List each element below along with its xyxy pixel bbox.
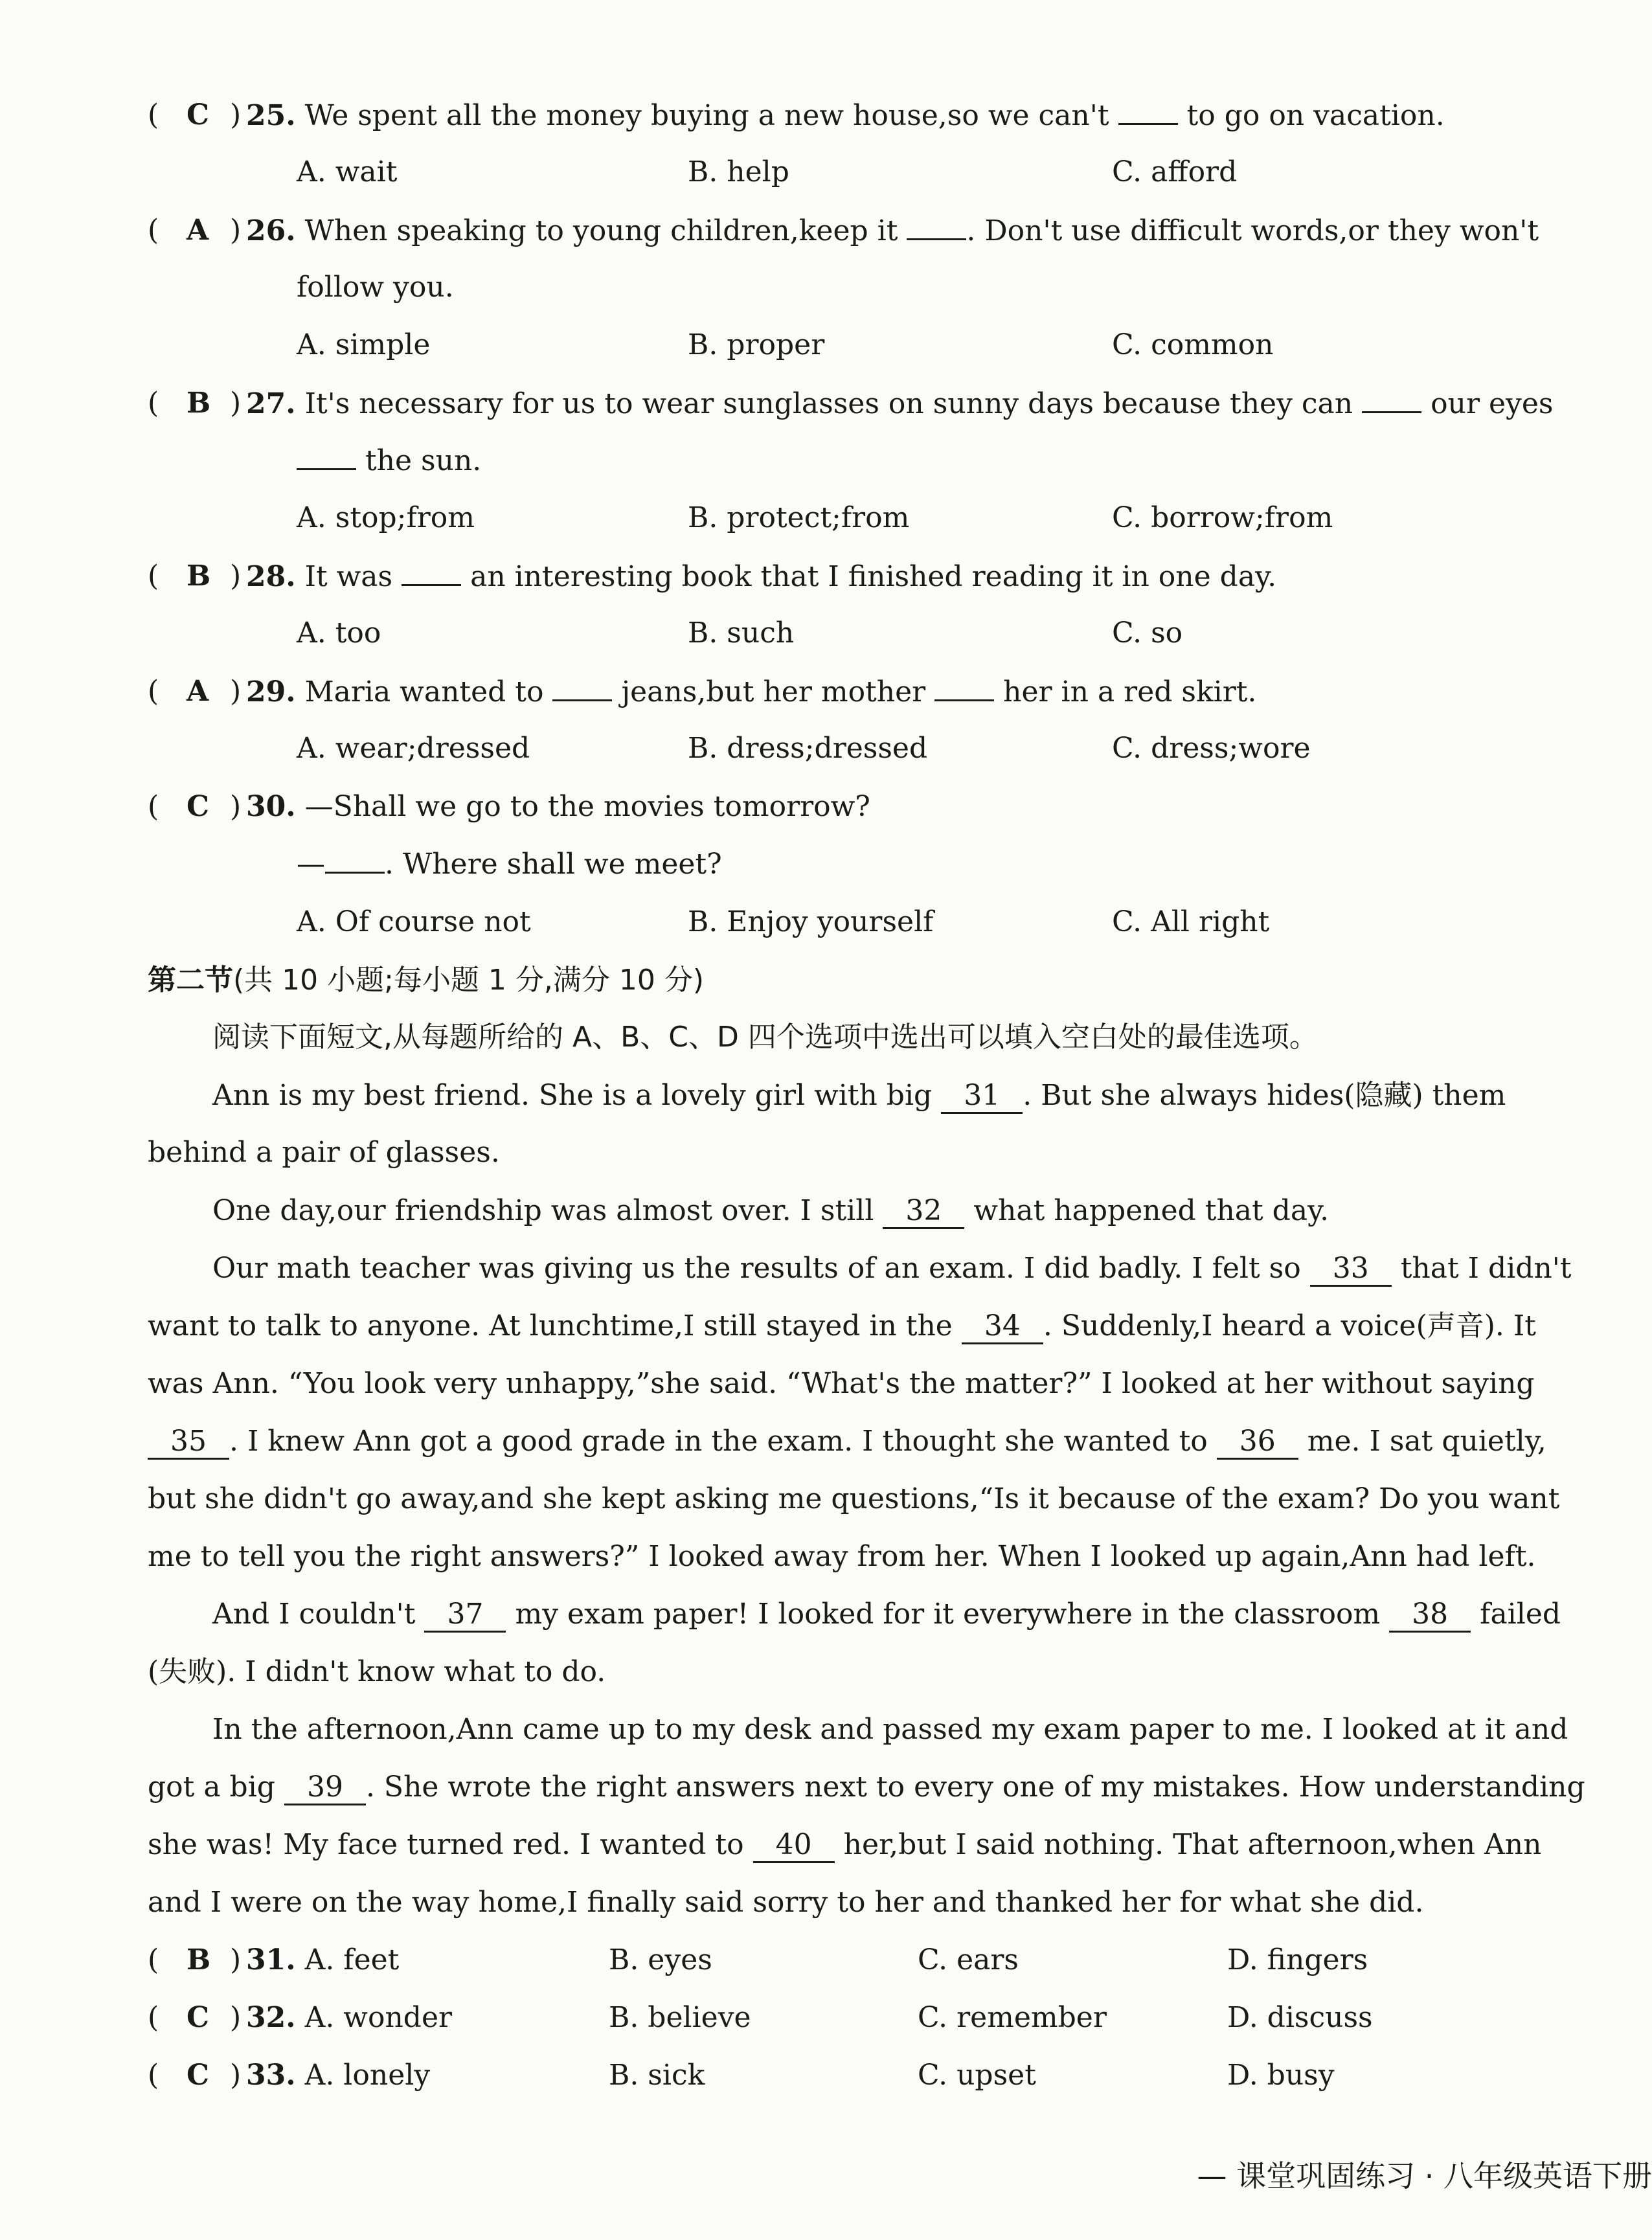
section-info: (共 10 小题;每小题 1 分,满分 10 分) — [233, 964, 705, 997]
option-a: A. simple — [297, 328, 431, 361]
passage-text: want to talk to anyone. At lunchtime,I still stayed in the — [148, 1309, 953, 1342]
answer-30: C — [187, 790, 210, 823]
paren-open: ( — [148, 387, 159, 420]
paren-open: ( — [148, 2001, 159, 2034]
section-title: 第二节 — [148, 964, 233, 997]
passage-text: me. I sat quietly, — [1307, 1425, 1546, 1458]
section-heading — [148, 961, 704, 1000]
option-b: B. such — [688, 617, 795, 650]
question-number: 31. — [246, 1943, 296, 1976]
paren-open: ( — [148, 790, 159, 823]
paren-open: ( — [148, 2059, 159, 2092]
numbered-blank: 33 — [1310, 1252, 1392, 1287]
answer-blank — [1362, 384, 1421, 413]
passage-text: that I didn't — [1400, 1252, 1572, 1285]
option-a: A. too — [297, 617, 381, 650]
question-27-stem — [246, 384, 1554, 424]
option-c: C. All right — [1112, 905, 1270, 938]
stem-text: . Where shall we meet? — [385, 848, 722, 881]
paren-close: ) — [230, 560, 242, 593]
passage-line — [148, 1307, 1536, 1346]
paren-close: ) — [230, 2059, 242, 2092]
answer-26: A — [187, 214, 209, 247]
passage-line — [148, 1422, 1546, 1461]
option-b: B. Enjoy yourself — [688, 905, 934, 938]
numbered-blank: 37 — [424, 1598, 506, 1633]
answer-blank — [325, 844, 385, 874]
stem-text: — — [297, 848, 325, 881]
paren-close: ) — [230, 214, 242, 247]
passage-text: she was! My face turned red. I wanted to — [148, 1828, 744, 1861]
passage-text: . But she always hides(隐藏) them — [1023, 1079, 1506, 1112]
numbered-blank: 39 — [284, 1771, 366, 1805]
question-number: 25. — [246, 99, 296, 132]
option-a: A. Of course not — [297, 905, 531, 938]
numbered-blank: 36 — [1217, 1425, 1298, 1460]
answer-blank — [1118, 96, 1178, 125]
passage-text: One day,our friendship was almost over. I still — [212, 1194, 874, 1227]
question-number: 29. — [246, 675, 296, 708]
passage-line — [212, 1249, 1572, 1288]
paren-open: ( — [148, 675, 159, 708]
paren-open: ( — [148, 214, 159, 247]
numbered-blank: 35 — [148, 1425, 229, 1460]
question-33-option-a — [246, 2056, 430, 2095]
passage-text: her,but I said nothing. That afternoon,when Ann — [843, 1828, 1542, 1861]
question-30-stem — [246, 787, 870, 826]
numbered-blank: 38 — [1389, 1598, 1471, 1633]
question-28-stem — [246, 557, 1276, 596]
option-c: C. remember — [918, 2001, 1107, 2034]
passage-line — [212, 1076, 1506, 1115]
answer-31: B — [187, 1943, 211, 1976]
option-b: B. protect;from — [688, 501, 910, 534]
option-a: A. feet — [304, 1943, 400, 1976]
option-c: C. borrow;from — [1112, 501, 1333, 534]
option-c: C. ears — [918, 1943, 1019, 1976]
option-b: B. proper — [688, 328, 825, 361]
option-c: C. common — [1112, 328, 1274, 361]
option-c: C. upset — [918, 2059, 1036, 2092]
passage-line: In the afternoon,Ann came up to my desk and passed my exam paper to me. I looked at it and — [212, 1713, 1568, 1746]
answer-33: C — [187, 2059, 210, 2092]
answer-blank — [934, 672, 994, 701]
answer-27: B — [187, 387, 211, 420]
paren-close: ) — [230, 98, 242, 131]
passage-line: (失败). I didn't know what to do. — [148, 1655, 606, 1688]
numbered-blank: 32 — [883, 1195, 964, 1229]
passage-line — [148, 1768, 1585, 1807]
page-footer: — 课堂巩固练习 · 八年级英语下册 — [1197, 2158, 1652, 2193]
paren-open: ( — [148, 1943, 159, 1976]
question-25-stem — [246, 96, 1445, 135]
stem-text: When speaking to young children,keep it — [304, 214, 898, 247]
stem-text: her in a red skirt. — [1003, 675, 1257, 708]
paren-close: ) — [230, 2001, 242, 2034]
passage-text: failed — [1480, 1598, 1561, 1631]
paren-close: ) — [230, 790, 242, 823]
question-number: 30. — [246, 790, 296, 823]
option-a: A. wonder — [304, 2001, 453, 2034]
passage-text: got a big — [148, 1771, 275, 1804]
option-d: D. fingers — [1227, 1943, 1368, 1976]
question-31-option-a — [246, 1941, 399, 1980]
option-a: A. stop;from — [297, 501, 475, 534]
stem-text: our eyes — [1431, 387, 1554, 420]
passage-line: and I were on the way home,I finally said sorry to her and thanked her for what she did. — [148, 1886, 1424, 1919]
option-c: C. dress;wore — [1112, 732, 1311, 765]
option-b: B. sick — [609, 2059, 705, 2092]
option-a: A. lonely — [304, 2059, 431, 2092]
option-d: D. discuss — [1227, 2001, 1373, 2034]
question-number: 32. — [246, 2001, 296, 2034]
paren-close: ) — [230, 675, 242, 708]
answer-32: C — [187, 2001, 210, 2034]
passage-text: what happened that day. — [973, 1194, 1330, 1227]
passage-text: Our math teacher was giving us the results of an exam. I did badly. I felt so — [212, 1252, 1301, 1285]
stem-text: Maria wanted to — [304, 675, 544, 708]
question-26-stem — [246, 211, 1539, 251]
option-c: C. afford — [1112, 155, 1238, 188]
question-number: 26. — [246, 214, 296, 247]
stem-text: . Don't use difficult words,or they won't — [966, 214, 1539, 247]
question-number: 33. — [246, 2059, 296, 2092]
option-c: C. so — [1112, 617, 1183, 650]
paren-close: ) — [230, 1943, 242, 1976]
answer-28: B — [187, 560, 211, 593]
numbered-blank: 34 — [962, 1310, 1043, 1344]
stem-text: jeans,but her mother — [621, 675, 926, 708]
stem-text: to go on vacation. — [1186, 99, 1445, 132]
passage-line: but she didn't go away,and she kept asking me questions,“Is it because of the exam? Do you want — [148, 1482, 1560, 1515]
passage-line — [212, 1192, 1329, 1230]
answer-blank — [552, 672, 612, 701]
stem-text: —Shall we go to the movies tomorrow? — [304, 790, 870, 823]
passage-line: me to tell you the right answers?” I looked away from her. When I looked up again,Ann had left. — [148, 1540, 1536, 1573]
numbered-blank: 40 — [753, 1829, 835, 1863]
passage-line: behind a pair of glasses. — [148, 1136, 500, 1169]
paren-open: ( — [148, 98, 159, 131]
stem-text: follow you. — [297, 271, 454, 304]
passage-text: Ann is my best friend. She is a lovely girl with big — [212, 1079, 933, 1112]
option-b: B. dress;dressed — [688, 732, 928, 765]
question-30-reply — [297, 844, 722, 884]
stem-text: an interesting book that I finished reading it in one day. — [470, 560, 1277, 593]
passage-text: my exam paper! I looked for it everywhere in the classroom — [515, 1598, 1381, 1631]
paren-close: ) — [230, 387, 242, 420]
option-b: B. help — [688, 155, 789, 188]
option-a: A. wait — [297, 155, 398, 188]
passage-text: . I knew Ann got a good grade in the exam. I thought she wanted to — [229, 1425, 1208, 1458]
paren-open: ( — [148, 560, 159, 593]
question-27-stem-cont — [297, 441, 481, 481]
passage-text: And I couldn't — [212, 1598, 416, 1631]
passage-line — [148, 1826, 1541, 1864]
stem-text: It's necessary for us to wear sunglasses on sunny days because they can — [304, 387, 1353, 420]
question-number: 27. — [246, 387, 296, 420]
answer-25: C — [187, 98, 210, 131]
passage-text: . She wrote the right answers next to every one of my mistakes. How understanding — [365, 1771, 1585, 1804]
question-32-option-a — [246, 1998, 452, 2037]
answer-blank — [402, 557, 461, 586]
stem-text: We spent all the money buying a new house,so we can't — [304, 99, 1109, 132]
answer-29: A — [187, 675, 209, 708]
section-instruction: 阅读下面短文,从每题所给的 A、B、C、D 四个选项中选出可以填入空白处的最佳选项。 — [212, 1021, 1318, 1054]
answer-blank — [907, 211, 966, 240]
question-29-stem — [246, 672, 1256, 712]
passage-text: . Suddenly,I heard a voice(声音). It — [1043, 1309, 1536, 1342]
answer-blank — [297, 441, 356, 470]
question-number: 28. — [246, 560, 296, 593]
option-b: B. eyes — [609, 1943, 712, 1976]
numbered-blank: 31 — [941, 1080, 1023, 1114]
stem-text: the sun. — [365, 444, 482, 477]
passage-line: was Ann. “You look very unhappy,”she said. “What's the matter?” I looked at her without saying — [148, 1367, 1535, 1400]
stem-text: It was — [304, 560, 393, 593]
passage-line — [212, 1595, 1561, 1634]
option-b: B. believe — [609, 2001, 751, 2034]
option-d: D. busy — [1227, 2059, 1335, 2092]
option-a: A. wear;dressed — [297, 732, 530, 765]
